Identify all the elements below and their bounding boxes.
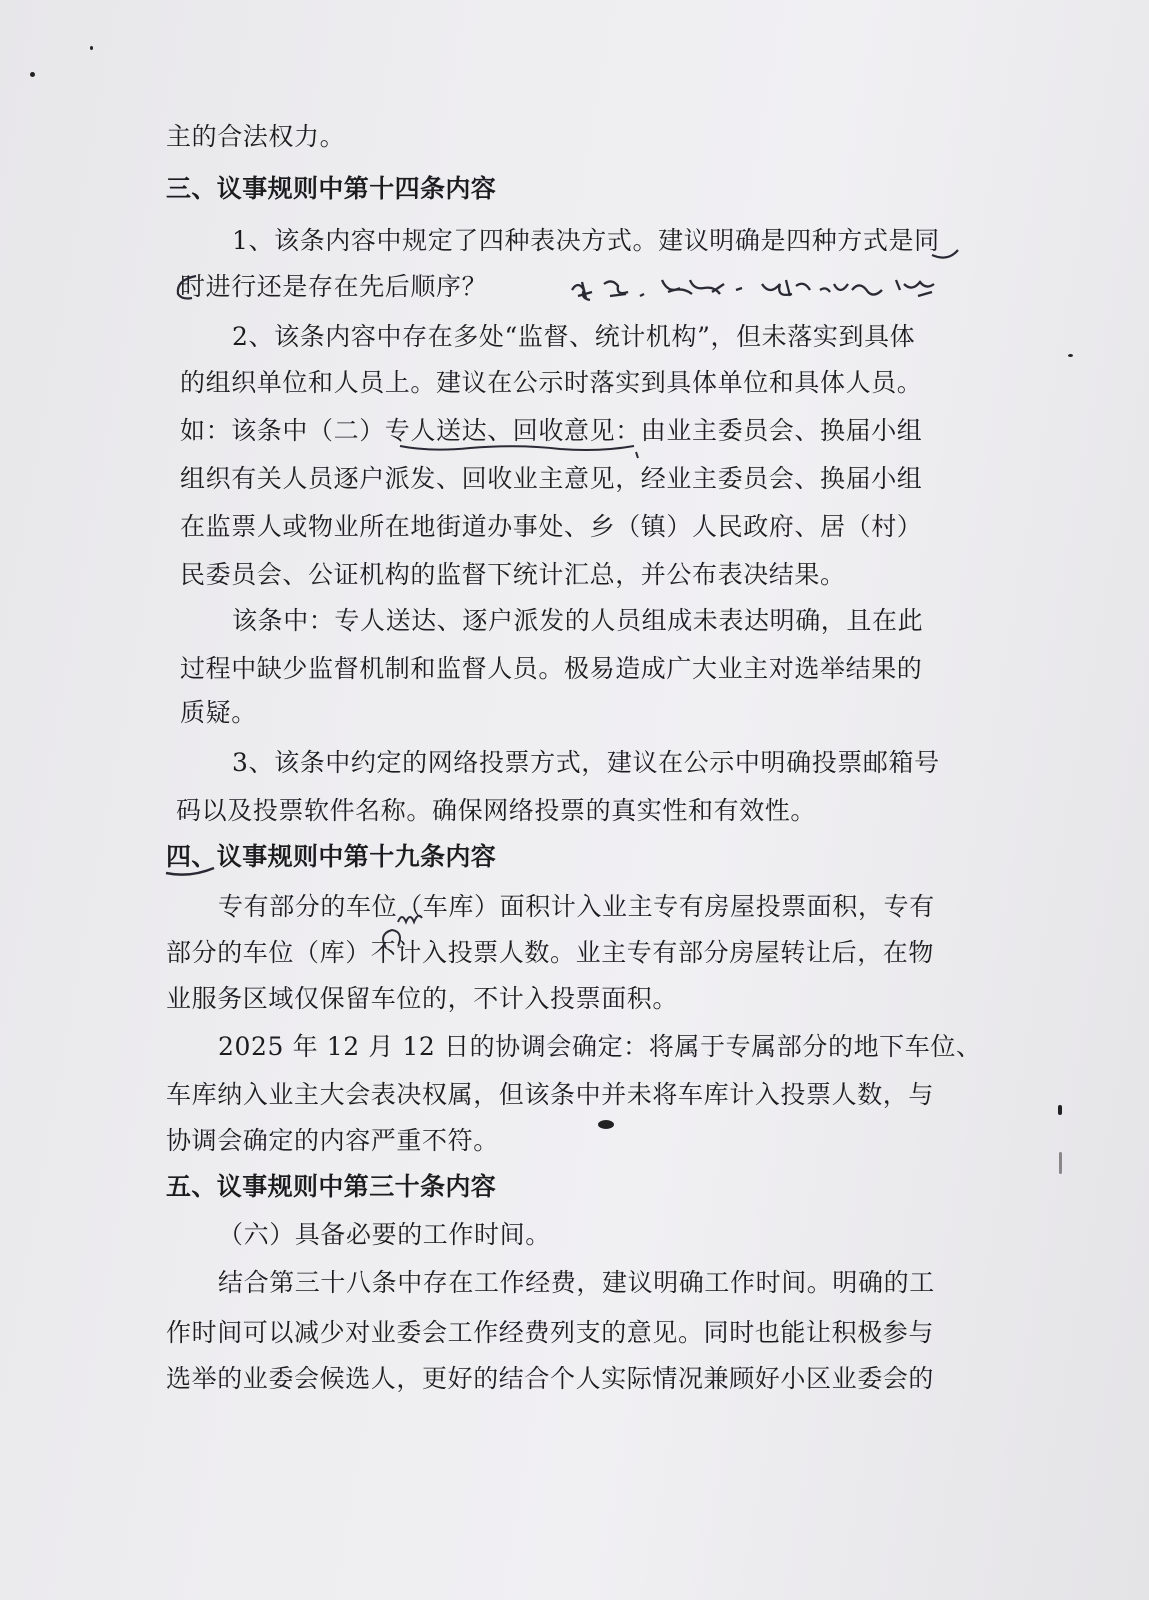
- ink-wavy-underline: [400, 446, 634, 450]
- ink-loop-mark: [398, 916, 422, 922]
- text-line: 如：该条中（二）专人送达、回收意见：由业主委员会、换届小组: [180, 416, 923, 445]
- ink-circle-mark: [383, 930, 400, 948]
- text-line: 协调会确定的内容严重不符。: [166, 1126, 499, 1155]
- text-line: 时进行还是存在先后顺序？: [180, 272, 488, 301]
- text-line: 民委员会、公证机构的监督下统计汇总，并公布表决结果。: [180, 560, 846, 589]
- text-line: 质疑。: [180, 698, 257, 727]
- text-line: 业服务区域仅保留车位的，不计入投票面积。: [166, 984, 679, 1013]
- text-line: 在监票人或物业所在地街道办事处、乡（镇）人民政府、居（村）: [180, 512, 923, 541]
- text-line: 结合第三十八条中存在工作经费，建议明确工作时间。明确的工: [218, 1268, 935, 1297]
- text-line: 的组织单位和人员上。建议在公示时落实到具体单位和具体人员。: [180, 368, 923, 397]
- handwritten-note: [572, 280, 934, 300]
- ink-underline-stroke: [932, 250, 958, 258]
- text-line: 专有部分的车位（车库）面积计入业主专有房屋投票面积，专有: [218, 892, 935, 921]
- text-line: 部分的车位（库）不计入投票人数。业主专有部分房屋转让后，在物: [166, 938, 935, 967]
- ink-underline-stroke: [166, 868, 214, 875]
- text-line: 过程中缺少监督机制和监督人员。极易造成广大业主对选举结果的: [180, 654, 923, 683]
- text-line: 该条中：专人送达、逐户派发的人员组成未表达明确，且在此: [232, 606, 924, 635]
- section-heading: 五、议事规则中第三十条内容: [166, 1172, 497, 1201]
- text-line: （六）具备必要的工作时间。: [218, 1220, 551, 1249]
- section-heading: 四、议事规则中第十九条内容: [166, 842, 497, 871]
- text-line: 车库纳入业主大会表决权属，但该条中并未将车库计入投票人数，与: [166, 1080, 935, 1109]
- text-line: 主的合法权力。: [166, 122, 346, 151]
- ink-bracket-stroke: [178, 276, 196, 299]
- text-line: 2025 年 12 月 12 日的协调会确定：将属于专属部分的地下车位、: [218, 1032, 982, 1061]
- ink-mark: [636, 452, 638, 458]
- text-line: 作时间可以减少对业委会工作经费列支的意见。同时也能让积极参与: [166, 1318, 935, 1347]
- text-line: 2、该条内容中存在多处“监督、统计机构”，但未落实到具体: [232, 322, 916, 351]
- text-line: 选举的业委会候选人，更好的结合个人实际情况兼顾好小区业委会的: [166, 1364, 935, 1393]
- section-heading: 三、议事规则中第十四条内容: [166, 174, 497, 203]
- text-line: 码以及投票软件名称。确保网络投票的真实性和有效性。: [176, 796, 817, 825]
- text-line: 组织有关人员逐户派发、回收业主意见，经业主委员会、换届小组: [180, 464, 923, 493]
- text-line: 1、该条内容中规定了四种表决方式。建议明确是四种方式是同: [232, 226, 940, 255]
- text-line: 3、该条中约定的网络投票方式，建议在公示中明确投票邮箱号: [232, 748, 940, 777]
